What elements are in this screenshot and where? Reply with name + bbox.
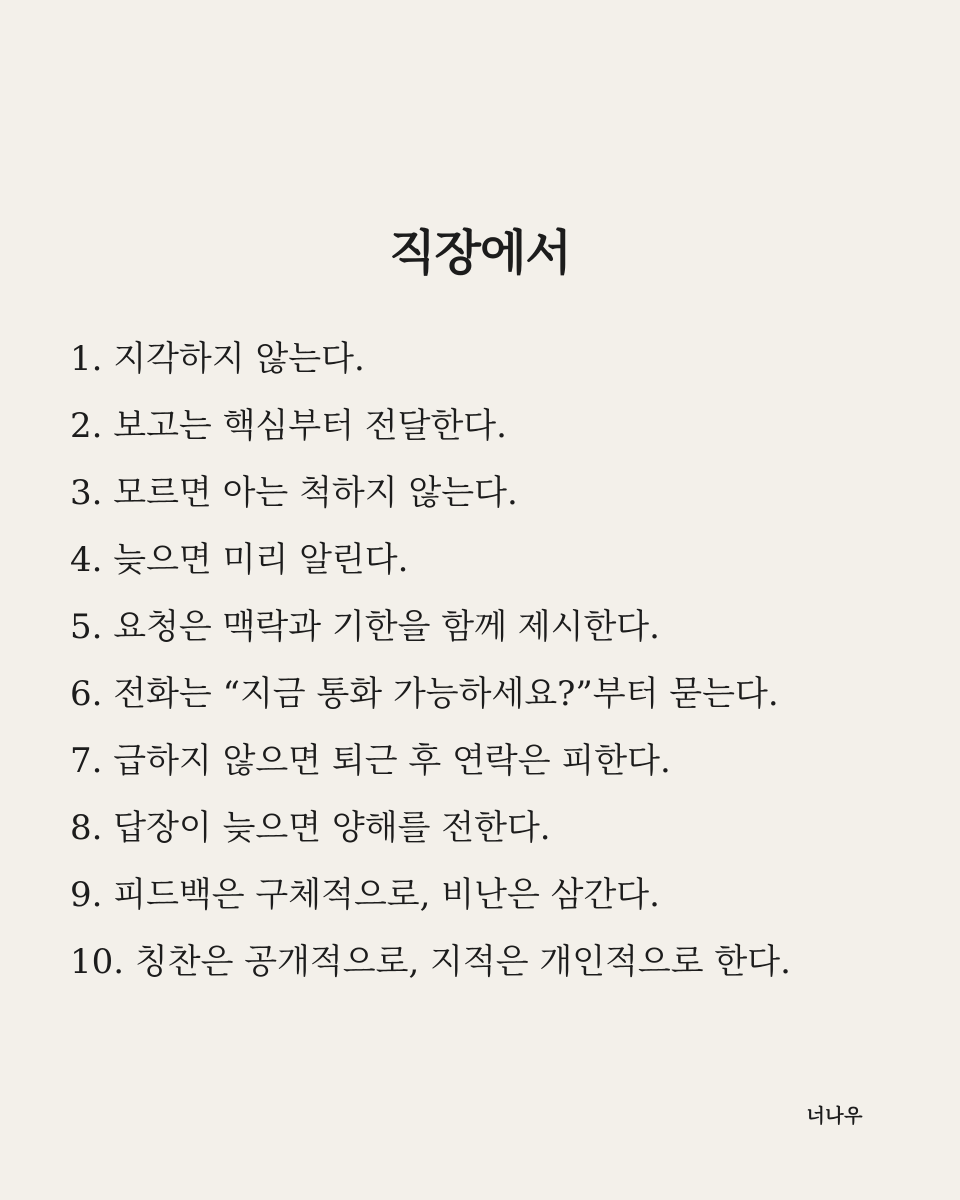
rule-item-8: 8. 답장이 늦으면 양해를 전한다. (70, 808, 551, 848)
rule-item-6: 6. 전화는 “지금 통화 가능하세요?”부터 묻는다. (70, 674, 779, 714)
rule-item-5: 5. 요청은 맥락과 기한을 함께 제시한다. (70, 607, 660, 647)
author-signature: 너나우 (806, 1105, 863, 1127)
rule-item-9: 9. 피드백은 구체적으로, 비난은 삼간다. (70, 875, 660, 915)
rule-item-4: 4. 늦으면 미리 알린다. (70, 540, 409, 580)
rule-item-7: 7. 급하지 않으면 퇴근 후 연락은 피한다. (70, 741, 671, 781)
rule-list (70, 328, 930, 998)
rule-item-3: 3. 모르면 아는 척하지 않는다. (70, 473, 518, 513)
rule-item-10: 10. 칭찬은 공개적으로, 지적은 개인적으로 한다. (70, 942, 791, 982)
page-title: 직장에서 (389, 225, 571, 281)
rule-item-2: 2. 보고는 핵심부터 전달한다. (70, 406, 507, 446)
rule-item-1: 1. 지각하지 않는다. (70, 339, 365, 379)
